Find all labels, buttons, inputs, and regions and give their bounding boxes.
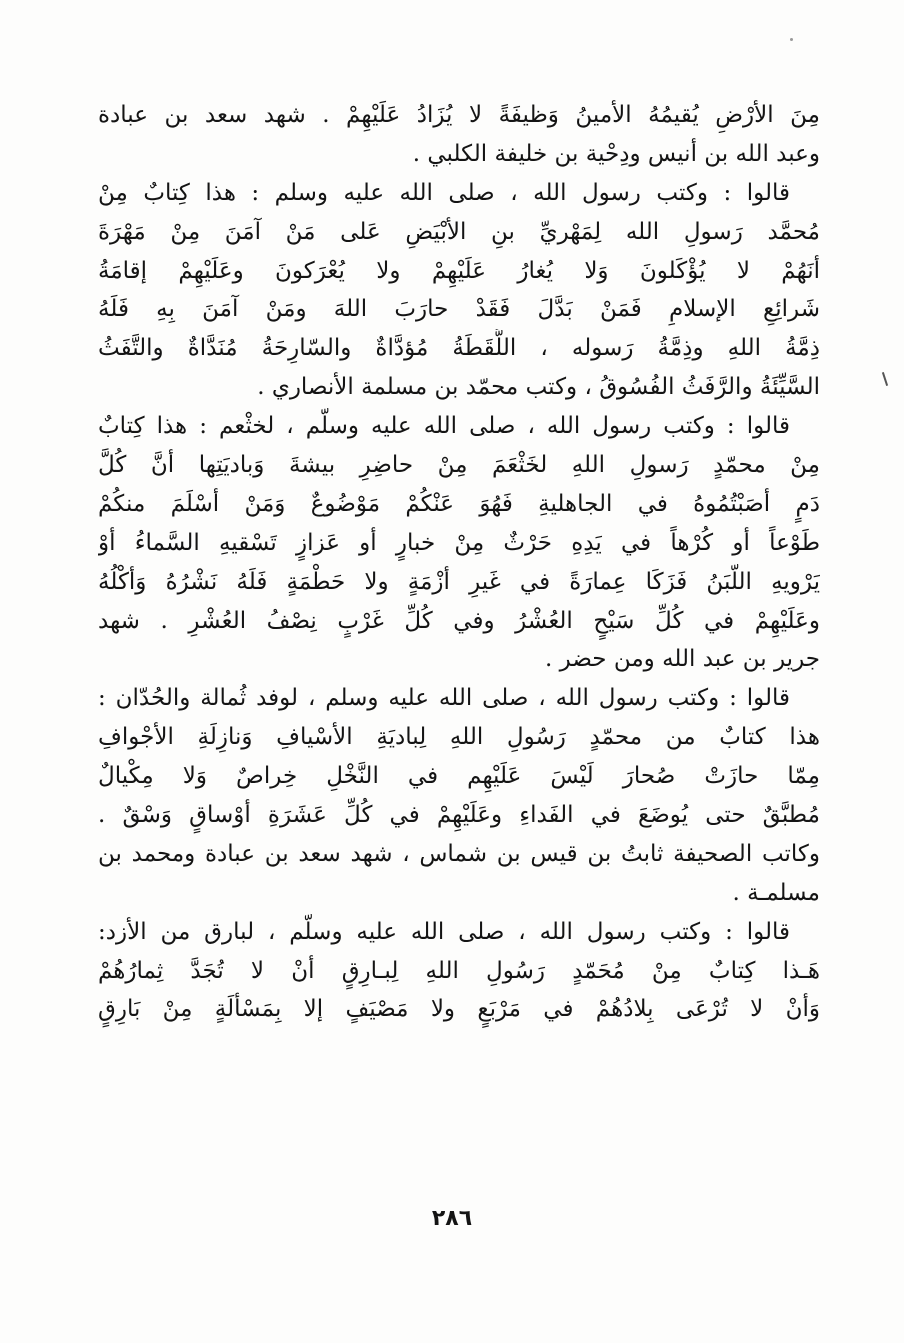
margin-mark xyxy=(882,372,888,386)
page-number: ٢٨٦ xyxy=(431,1206,473,1231)
text-line: ذِمَّةُ اللهِ وذِمَّةُ رَسوله ، اللُّقَطَةُ مُؤدَّاةٌ والسّارِحَةُ مُنَدَّاةٌ والتَّفَثُ xyxy=(98,335,820,362)
text-line: مسلمـة . xyxy=(732,879,820,906)
text-line: قالوا : وكتب رسول الله ، صلى الله عليه وسلم ، لوفد ثُمالة والحُدّان : xyxy=(98,685,790,712)
text-line: دَمٍ أصَبْتُمُوهُ في الجاهليةِ فَهُوَ عَنْكُمْ مَوْضُوعٌ وَمَنْ أسْلَمَ منكُمْ xyxy=(98,490,820,517)
text-line: مِنَ الأرْضِ يُقيمُهُ الأمينُ وَظيفَةً لا يُزَادُ عَلَيْهِمْ . شهد سعد بن عبادة xyxy=(98,102,820,128)
text-line: وعبد الله بن أنيس ودِحْية بن خليفة الكلبي . xyxy=(412,140,820,167)
text-line: قالوا : وكتب رسول الله ، صلى الله عليه وسلم : هذا كِتابٌ مِنْ xyxy=(98,179,790,206)
text-line: قالوا : وكتب رسول الله ، صلى الله عليه وسلّم ، لخثْعم : هذا كِتابٌ xyxy=(98,413,790,440)
text-line: مِمّا حازَتْ صُحارَ لَيْسَ عَلَيْهِم في النَّخْلِ خِراصٌ وَلا مِكْيالٌ xyxy=(98,763,820,790)
text-line: هذا كتابٌ من محمّدٍ رَسُولِ اللهِ لِباديَةِ الأسْيافِ وَنازِلَةِ الأجْوافِ xyxy=(98,724,820,751)
paper-speck xyxy=(790,38,793,41)
text-line: وَأنْ لا تُرْعَى بِلادُهُمْ في مَرْبَعٍ ولا مَصْيَفٍ إلا بِمَسْألَةٍ مِنْ بَارِقٍ xyxy=(98,996,820,1023)
text-line: جرير بن عبد الله ومن حضر . xyxy=(545,646,820,673)
text-line: وكاتب الصحيفة ثابتُ بن قيس بن شماس ، شهد سعد بن عبادة ومحمد بن xyxy=(98,840,820,867)
text-line: طَوْعاً أو كُرْهاً في يَدِهِ حَرْثٌ مِنْ خبارٍ أو عَزازٍ تَسْقيهِ السَّماءُ أوْ xyxy=(98,529,820,556)
text-line: مِنْ محمّدٍ رَسولِ اللهِ لخَثْعَمَ مِنْ حاضِرِ بيشةَ وَباديَتِها أنَّ كُلَّ xyxy=(98,452,820,479)
text-line: مُحمَّد رَسولِ الله لِمَهْريِّ بنِ الأبْيَضِ عَلى مَنْ آمَنَ مِنْ مَهْرَةَ xyxy=(98,218,820,245)
text-line: يَرْويهِ اللّبَنُ فَزَكَا عِمارَةً في غَيرِ أزْمَةٍ ولا حَطْمَةٍ فَلَهُ نَشْرُهُ وَأكْلُهُ xyxy=(98,568,820,595)
text-line: مُطبَّقٌ حتى يُوضَعَ في الفَداءِ وعَلَيْهِمْ في كُلِّ عَشَرَةِ أوْساقٍ وَسْقٌ . xyxy=(98,802,820,829)
text-line: وعَلَيْهِمْ في كُلِّ سَيْحٍ العُشْرُ وفي كُلِّ غَرْبٍ نِصْفُ العُشْرِ . شهد xyxy=(98,607,820,634)
text-line: هَـذا كِتابٌ مِنْ مُحَمّدٍ رَسُولِ اللهِ لِبـارِقٍ أنْ لا تُجَدَّ ثِمارُهُمْ xyxy=(98,957,820,984)
text-line: السَّيِّئَةُ والرَّفَثُ الفُسُوقُ ، وكتب محمّد بن مسلمة الأنصاري . xyxy=(257,374,820,401)
page-body-text xyxy=(98,96,820,1029)
text-line: شَرائِعِ الإسلامِ فَمَنْ بَدَّلَ فَقَدْ حارَبَ اللهَ ومَنْ آمَنَ بِهِ فَلَهُ xyxy=(98,296,820,323)
text-line: أنَهُمْ لا يُؤْكَلونَ وَلا يُغارُ عَلَيْهِمْ ولا يُعْرَكونَ وعَلَيْهِمْ إقامَةُ xyxy=(98,257,820,284)
text-line: قالوا : وكتب رسول الله ، صلى الله عليه وسلّم ، لبارق من الأزد: xyxy=(98,918,790,945)
